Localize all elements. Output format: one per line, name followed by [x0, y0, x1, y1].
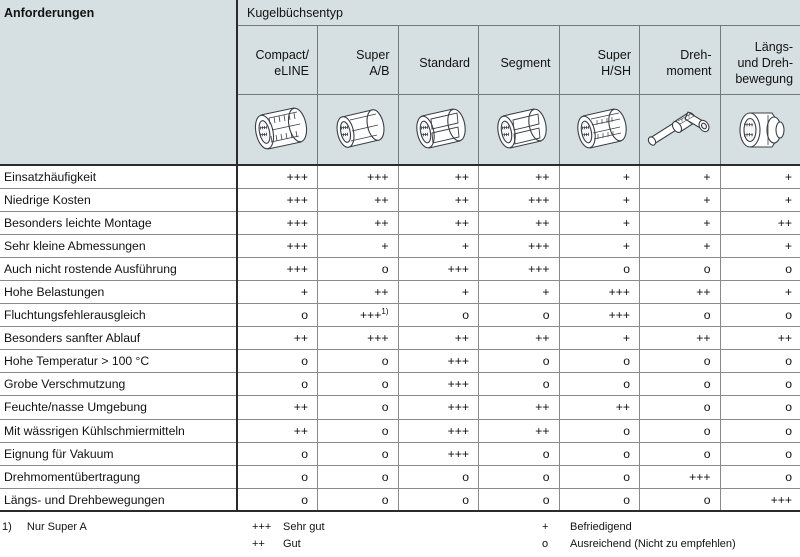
col-head-line2: A/B [369, 63, 390, 78]
rating-cell: + [720, 165, 800, 188]
rating-cell: ++ [720, 327, 800, 350]
table-row [0, 304, 800, 327]
rating-cell: + [720, 188, 800, 211]
table-row [0, 465, 800, 488]
table-row [0, 234, 800, 257]
rating-cell: + [720, 280, 800, 303]
rating-cell: ++ [237, 419, 318, 442]
rating-cell: o [318, 488, 399, 511]
row-label: Eignung für Vakuum [0, 442, 237, 465]
rating-cell: o [479, 304, 560, 327]
rating-cell: + [640, 234, 721, 257]
legend-label-gut: Gut [283, 538, 301, 551]
product-image-cell-segment [479, 95, 560, 166]
rating-cell: ++ [398, 165, 479, 188]
rating-cell: o [318, 373, 399, 396]
rating-cell: o [640, 350, 721, 373]
linear-ball-bushing-standard-icon [406, 102, 470, 158]
rating-cell: ++ [318, 211, 399, 234]
rating-cell: +++ [479, 234, 560, 257]
rating-cell: o [559, 465, 640, 488]
linear-ball-bushing-segment-icon [487, 102, 551, 158]
legend-symbol-sehr-gut: +++ [252, 521, 272, 534]
rating-cell: + [559, 188, 640, 211]
rating-cell: o [237, 350, 318, 373]
rating-cell: +++ [398, 442, 479, 465]
rating-cell: + [398, 234, 479, 257]
col-head-line2: eLINE [274, 63, 309, 78]
row-label: Besonders leichte Montage [0, 211, 237, 234]
rating-cell: o [398, 465, 479, 488]
rating-cell: +++ [479, 257, 560, 280]
row-label: Hohe Temperatur > 100 °C [0, 350, 237, 373]
linear-rotary-bushing-icon [728, 102, 794, 158]
product-image-cell-super-hsh [559, 95, 640, 166]
col-head-line2: H/SH [601, 63, 631, 78]
rating-cell: o [640, 488, 721, 511]
table-row [0, 419, 800, 442]
footnote-text: Nur Super A [26, 521, 87, 534]
rating-cell: +++ [720, 488, 800, 511]
rating-cell: o [318, 350, 399, 373]
rating-cell: +++ [398, 350, 479, 373]
rating-cell: + [479, 280, 560, 303]
col-head-line1: Segment [500, 55, 551, 70]
rating-cell: o [640, 373, 721, 396]
requirements-header-spacer [0, 26, 237, 95]
rating-cell: ++ [640, 327, 721, 350]
rating-cell: o [479, 465, 560, 488]
rating-cell: +++ [398, 373, 479, 396]
rating-cell: o [559, 488, 640, 511]
rating-value: +++ [360, 308, 382, 323]
table-row [0, 442, 800, 465]
legend-symbol-ausreichend: o [542, 538, 549, 551]
legend-symbol-gut: ++ [252, 538, 265, 551]
rating-cell: o [398, 304, 479, 327]
legend [0, 512, 800, 557]
rating-cell: o [237, 304, 318, 327]
rating-cell: ++ [318, 280, 399, 303]
rating-cell: +++ [559, 280, 640, 303]
table-row [0, 373, 800, 396]
rating-cell: o [237, 373, 318, 396]
rating-cell: o [720, 419, 800, 442]
rating-cell: o [398, 488, 479, 511]
row-label: Niedrige Kosten [0, 188, 237, 211]
rating-cell: o [559, 257, 640, 280]
col-head-line1: Längs- [754, 39, 794, 54]
header-row-images [0, 95, 800, 166]
rating-cell: ++ [479, 396, 560, 419]
rating-cell: + [237, 280, 318, 303]
row-label: Grobe Verschmutzung [0, 373, 237, 396]
rating-cell: o [640, 442, 721, 465]
rating-cell: o [237, 465, 318, 488]
rating-cell: o [720, 304, 800, 327]
linear-ball-bushing-superh-icon [567, 102, 631, 158]
rating-cell: o [559, 442, 640, 465]
column-header-drehmoment [640, 26, 721, 95]
rating-cell: o [237, 488, 318, 511]
row-label: Sehr kleine Abmessungen [0, 234, 237, 257]
product-image-cell-laengs-und-drehbewegung [720, 95, 800, 166]
rating-cell: o [640, 257, 721, 280]
requirements-image-spacer [0, 95, 237, 166]
rating-cell: o [318, 396, 399, 419]
rating-cell: +++ [479, 188, 560, 211]
row-label: Längs- und Drehbewegungen [0, 488, 237, 511]
column-header-segment [479, 26, 560, 95]
torque-shaft-bushing-icon [644, 102, 716, 158]
rating-cell: + [559, 165, 640, 188]
column-header-compact-eline [237, 26, 318, 95]
row-label: Hohe Belastungen [0, 280, 237, 303]
rating-cell: ++ [479, 211, 560, 234]
rating-cell: +++ [237, 211, 318, 234]
requirements-corner-cell [0, 0, 237, 26]
row-label: Fluchtungsfehlerausgleich [0, 304, 237, 327]
rating-cell: o [318, 442, 399, 465]
product-image-cell-drehmoment [640, 95, 721, 166]
col-head-line1: Super [597, 47, 631, 62]
rating-cell: o [318, 257, 399, 280]
column-header-super-hsh [559, 26, 640, 95]
rating-cell: + [398, 280, 479, 303]
row-label: Mit wässrigen Kühlschmiermitteln [0, 419, 237, 442]
rating-cell: +++ [237, 257, 318, 280]
rating-cell: ++ [479, 327, 560, 350]
col-head-line1: Super [356, 47, 390, 62]
rating-cell: +++ [640, 465, 721, 488]
column-header-standard [398, 26, 479, 95]
rating-cell: ++ [398, 327, 479, 350]
rating-cell: + [559, 327, 640, 350]
rating-cell: o [640, 304, 721, 327]
rating-cell: o [720, 350, 800, 373]
rating-cell: o [640, 419, 721, 442]
row-label: Auch nicht rostende Ausführung [0, 257, 237, 280]
rating-cell: +++ [318, 165, 399, 188]
rating-cell: o [720, 373, 800, 396]
col-head-line1: Standard [419, 55, 470, 70]
rating-cell: o [640, 396, 721, 419]
row-label: Drehmomentübertragung [0, 465, 237, 488]
col-head-line1: Dreh- [680, 47, 712, 62]
rating-cell: o [479, 350, 560, 373]
rating-cell-with-footnote [318, 304, 399, 327]
product-image-cell-standard [398, 95, 479, 166]
rating-cell: ++ [479, 419, 560, 442]
table-row [0, 396, 800, 419]
legend-label-ausreichend: Ausreichend (Nicht zu empfehlen) [570, 538, 736, 551]
table-row [0, 488, 800, 511]
legend-label-sehr-gut: Sehr gut [283, 521, 325, 534]
rating-cell: + [720, 234, 800, 257]
row-label: Besonders sanfter Ablauf [0, 327, 237, 350]
rating-cell: +++ [398, 419, 479, 442]
product-image-cell-compact-eline [237, 95, 318, 166]
rating-cell: +++ [237, 188, 318, 211]
rating-cell: +++ [398, 257, 479, 280]
rating-cell: o [720, 396, 800, 419]
row-label: Einsatzhäufigkeit [0, 165, 237, 188]
table-row [0, 280, 800, 303]
legend-symbol-befriedigend: + [542, 521, 549, 534]
product-image-cell-super-ab [318, 95, 399, 166]
header-row-group [0, 0, 800, 26]
rating-cell: + [640, 165, 721, 188]
column-header-laengs-und-drehbewegung [720, 26, 800, 95]
rating-cell: ++ [398, 188, 479, 211]
rating-cell: o [479, 373, 560, 396]
col-head-line2: und Dreh- [737, 55, 794, 70]
rating-cell: o [559, 350, 640, 373]
rating-cell: o [720, 257, 800, 280]
table-row [0, 211, 800, 234]
rating-cell: o [720, 465, 800, 488]
rating-cell: + [640, 211, 721, 234]
group-header-kugelbuechsentyp: Kugelbüchsentyp [237, 0, 800, 26]
rating-cell: o [318, 465, 399, 488]
legend-label-befriedigend: Befriedigend [570, 521, 632, 534]
requirements-header-label: Anforderungen [4, 5, 95, 20]
footnote-entry [2, 521, 87, 533]
rating-cell: +++ [398, 396, 479, 419]
footnote-marker-label: 1) [2, 521, 12, 534]
table-row [0, 350, 800, 373]
rating-cell: o [237, 442, 318, 465]
rating-cell: + [318, 234, 399, 257]
table-row [0, 327, 800, 350]
table-header [0, 0, 800, 165]
rating-cell: ++ [318, 188, 399, 211]
rating-cell: +++ [318, 327, 399, 350]
linear-ball-bushing-super-icon [326, 102, 390, 158]
rating-cell: o [559, 419, 640, 442]
rating-cell: ++ [398, 211, 479, 234]
col-head-line1: Compact/ [255, 47, 309, 62]
table-row [0, 188, 800, 211]
rating-cell: + [640, 188, 721, 211]
rating-cell: ++ [237, 396, 318, 419]
rating-cell: o [559, 373, 640, 396]
row-label: Feuchte/nasse Umgebung [0, 396, 237, 419]
table-row [0, 257, 800, 280]
rating-cell: o [720, 442, 800, 465]
rating-cell: +++ [237, 234, 318, 257]
rating-cell: o [479, 488, 560, 511]
column-header-super-ab [318, 26, 399, 95]
header-row-types [0, 26, 800, 95]
rating-cell: ++ [237, 327, 318, 350]
rating-cell: + [559, 234, 640, 257]
col-head-line3: bewegung [735, 71, 794, 86]
rating-cell: + [559, 211, 640, 234]
footnote-marker: 1) [381, 307, 389, 317]
rating-cell: +++ [559, 304, 640, 327]
rating-cell: o [318, 419, 399, 442]
rating-cell: ++ [640, 280, 721, 303]
rating-cell: o [479, 442, 560, 465]
rating-cell: ++ [720, 211, 800, 234]
table-body [0, 165, 800, 511]
table-row [0, 165, 800, 188]
linear-ball-bushing-compact-icon [245, 102, 311, 158]
rating-cell: ++ [559, 396, 640, 419]
rating-cell: ++ [479, 165, 560, 188]
col-head-line2: moment [666, 63, 712, 78]
rating-cell: +++ [237, 165, 318, 188]
